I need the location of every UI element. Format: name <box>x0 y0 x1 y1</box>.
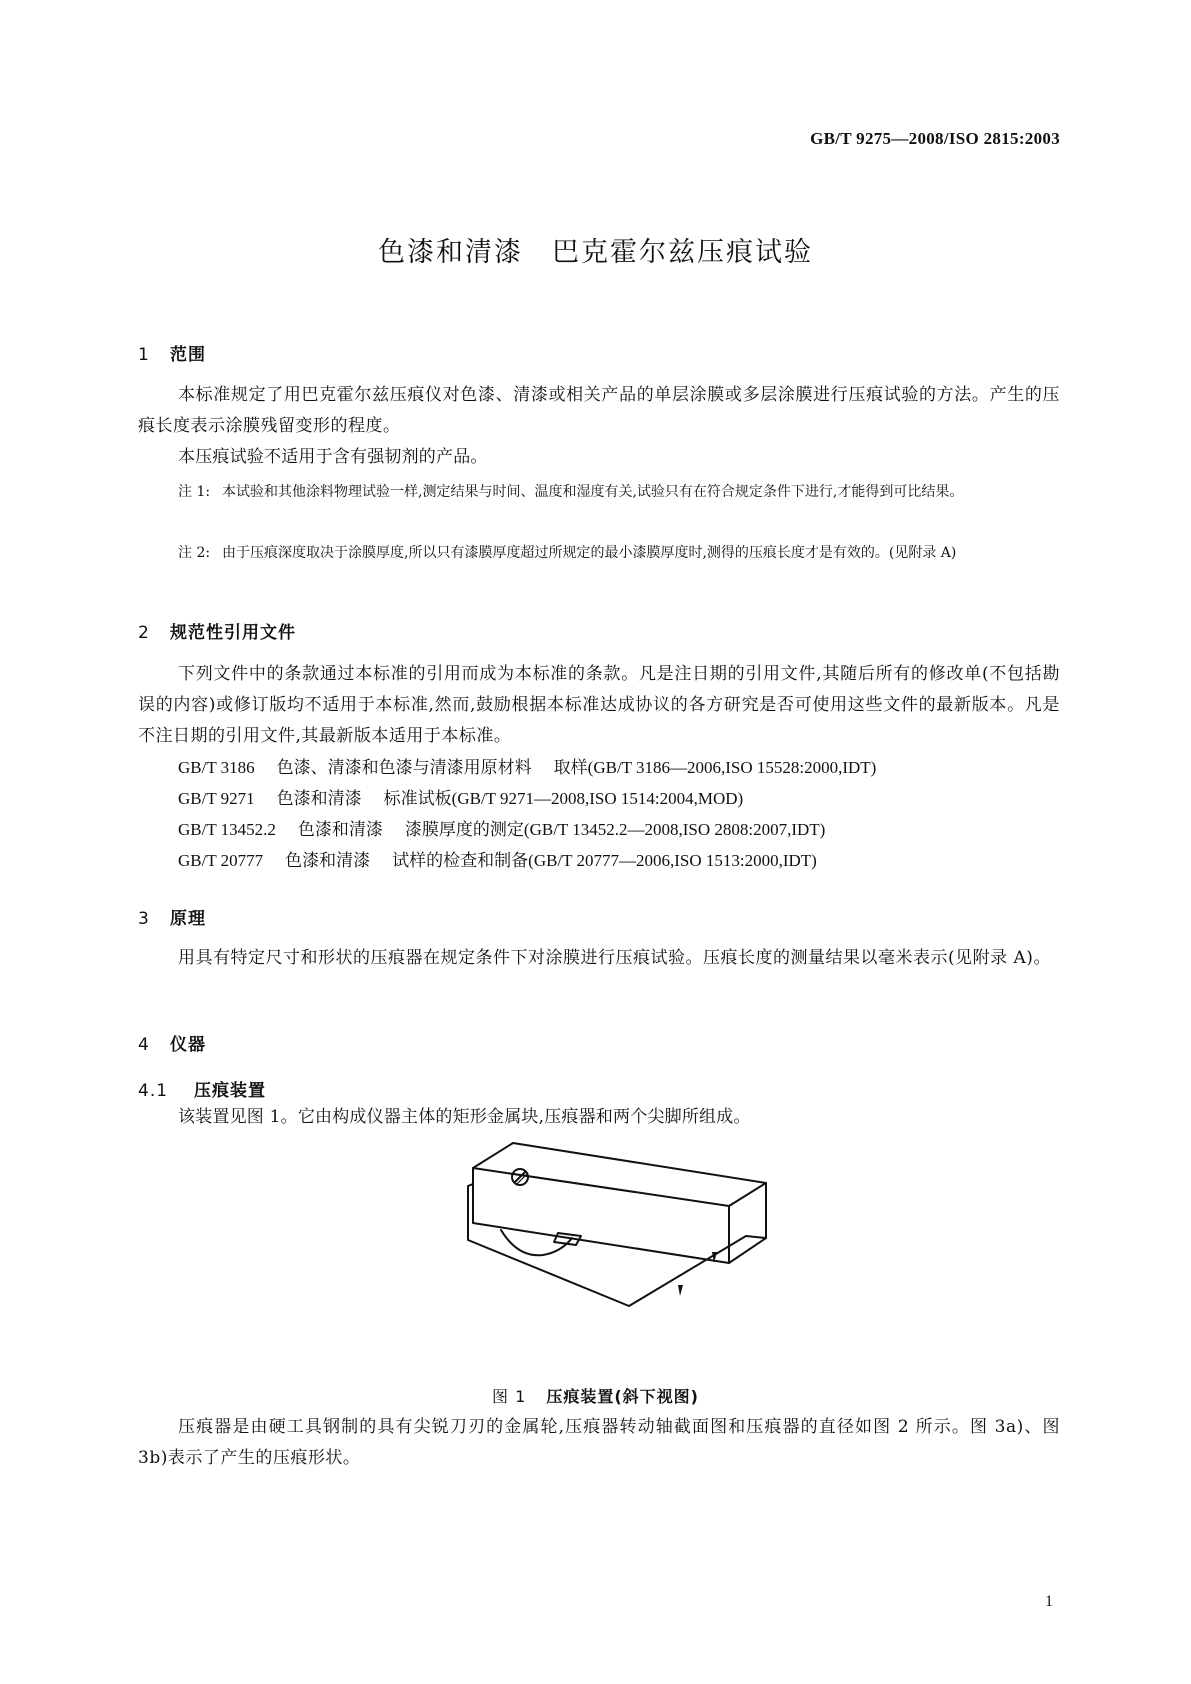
reference-title-part1: 色漆和清漆 <box>285 851 371 870</box>
reference-code: GB/T 3186 <box>178 758 255 777</box>
figure-1-caption <box>0 1384 1191 1407</box>
reference-item <box>178 814 825 845</box>
reference-item <box>178 752 876 783</box>
section-title: 范围 <box>170 345 206 365</box>
reference-item <box>178 783 743 814</box>
subsection-title: 压痕装置 <box>194 1081 266 1101</box>
section-1-paragraph-2: 本压痕试验不适用于含有强韧剂的产品。 <box>178 447 488 467</box>
reference-title-part2: 标准试板(GB/T 9271—2008,ISO 1514:2004,MOD) <box>383 789 744 808</box>
subsection-number: 4.1 <box>138 1081 169 1101</box>
section-4-heading <box>138 1030 206 1055</box>
reference-code: GB/T 20777 <box>178 851 264 870</box>
section-2-paragraph-1: 下列文件中的条款通过本标准的引用而成为本标准的条款。凡是注日期的引用文件,其随后所有的修改单(不包括勘误的内容)或修订版均不适用于本标准,然而,鼓励根据本标准达成协议的各方研究是否可使用这些文件的最新版本。凡是不注日期的引用文件,其最新版本适用于本标准。 <box>138 664 1060 746</box>
section-title: 原理 <box>170 909 206 929</box>
section-3-paragraph-1: 用具有特定尺寸和形状的压痕器在规定条件下对涂膜进行压痕试验。压痕长度的测量结果以毫米表示(见附录 A)。 <box>178 948 1051 968</box>
block-top-face <box>473 1143 766 1206</box>
foot-mark-2 <box>678 1285 683 1296</box>
reference-item <box>178 845 817 876</box>
section-title: 仪器 <box>170 1035 206 1055</box>
reference-title-part2: 试样的检查和制备(GB/T 20777—2006,ISO 1513:2000,IDT) <box>392 851 817 870</box>
section-4-1-paragraph-1: 该装置见图 1。它由构成仪器主体的矩形金属块,压痕器和两个尖脚所组成。 <box>178 1107 751 1127</box>
note-label: 注 2: <box>178 545 211 561</box>
section-3-heading <box>138 904 206 929</box>
reference-code: GB/T 9271 <box>178 789 255 808</box>
document-title: 色漆和清漆 巴克霍尔兹压痕试验 <box>378 237 813 268</box>
section-number: 1 <box>138 345 150 365</box>
reference-title-part1: 色漆、清漆和色漆与清漆用原材料 <box>276 758 532 777</box>
reference-title-part2: 取样(GB/T 3186—2006,ISO 15528:2000,IDT) <box>553 758 877 777</box>
reference-title-part2: 漆膜厚度的测定(GB/T 13452.2—2008,ISO 2808:2007,IDT) <box>404 820 826 839</box>
section-number: 4 <box>138 1035 150 1055</box>
note-text: 本试验和其他涂料物理试验一样,测定结果与时间、温度和湿度有关,试验只有在符合规定条件下进行,才能得到可比结果。 <box>222 484 964 500</box>
reference-title-part1: 色漆和清漆 <box>276 789 362 808</box>
section-4-1-paragraph-2: 压痕器是由硬工具钢制的具有尖锐刀刃的金属轮,压痕器转动轴截面图和压痕器的直径如图 2 所示。图 3a)、图 3b)表示了产生的压痕形状。 <box>138 1417 1060 1468</box>
block-front-face <box>473 1168 729 1263</box>
section-2-heading <box>138 618 296 643</box>
figure-number: 图 1 <box>492 1387 527 1406</box>
note-label: 注 1: <box>178 484 211 500</box>
note-text: 由于压痕深度取决于涂膜厚度,所以只有漆膜厚度超过所规定的最小漆膜厚度时,测得的压痕长度才是有效的。(见附录 A) <box>222 545 957 561</box>
section-title: 规范性引用文件 <box>170 623 296 643</box>
section-1-paragraph-1: 本标准规定了用巴克霍尔兹压痕仪对色漆、清漆或相关产品的单层涂膜或多层涂膜进行压痕试验的方法。产生的压痕长度表示涂膜残留变形的程度。 <box>138 385 1060 436</box>
figure-title: 压痕装置(斜下视图) <box>546 1387 699 1406</box>
section-number: 2 <box>138 623 150 643</box>
screw-icon <box>512 1169 528 1185</box>
note-2 <box>178 540 1058 566</box>
subsection-4-1-heading <box>138 1076 266 1101</box>
indentation-device-figure <box>428 1118 778 1308</box>
reference-code: GB/T 13452.2 <box>178 820 276 839</box>
standard-number: GB/T 9275—2008/ISO 2815:2003 <box>810 129 1060 148</box>
note-1 <box>178 479 1058 505</box>
page-number: 1 <box>1045 1593 1053 1610</box>
section-number: 3 <box>138 909 150 929</box>
reference-title-part1: 色漆和清漆 <box>297 820 383 839</box>
section-1-heading <box>138 340 206 365</box>
